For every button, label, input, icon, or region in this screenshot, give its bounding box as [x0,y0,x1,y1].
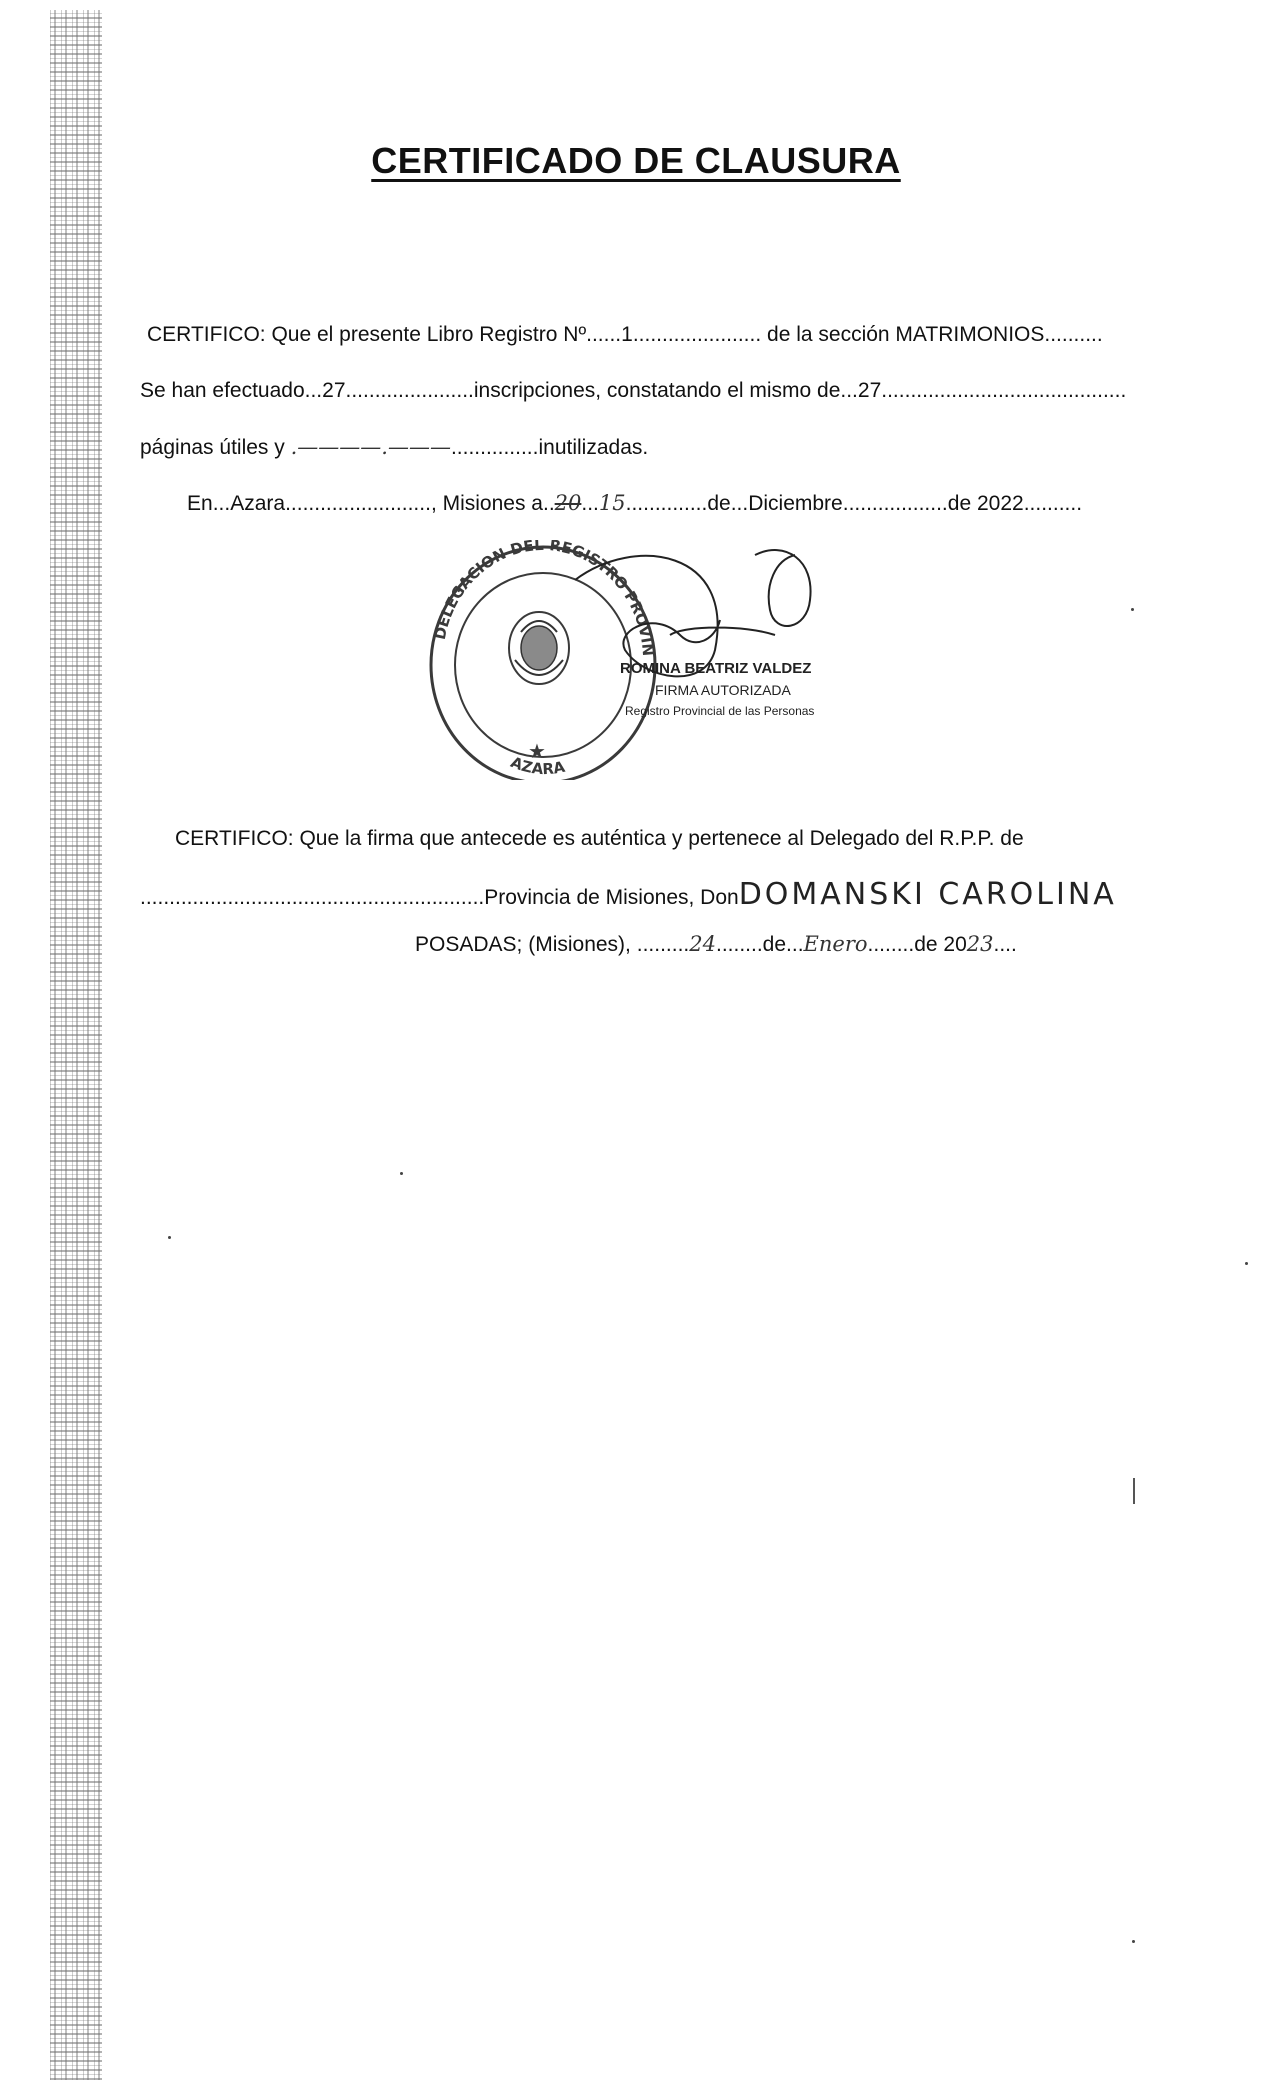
scan-mark [1133,1478,1135,1504]
scan-speck [1245,1262,1248,1265]
handwritten-day: 15 [598,491,626,515]
scan-speck [1132,1940,1135,1943]
signer-name: ROMINA BEATRIZ VALDEZ [620,660,812,677]
stamp-city: AZARA [508,753,567,779]
crossed-day: 20 [554,491,582,515]
signer-role: FIRMA AUTORIZADA [655,682,791,698]
scan-speck [168,1236,171,1239]
handwritten-year: 23 [966,932,994,956]
handwritten-delegate-name: DOMANSKI CAROLINA [738,877,1117,912]
authentication-line-3: POSADAS; (Misiones), .........24........de...Enero........de 2023.... [415,932,1017,956]
scan-edge-noise [50,10,102,2080]
libro-number: 1 [621,323,633,346]
inscriptions-count: 27 [322,379,346,402]
signer-organization: Registro Provincial de las Personas [625,704,815,718]
authentication-line-1: CERTIFICO: Que la firma que antecede es auténtica y pertenece al Delegado del R.P.P. de [175,827,1024,850]
scan-speck [400,1172,403,1175]
coat-of-arms-icon [509,612,569,684]
city-name: Azara [230,492,286,515]
stamp-arc-text: DELEGACION DEL REGISTRO PROVIN [430,540,658,657]
authentication-line-2: ...........................................................Provincia de Misiones, DonDOMANSKI CAROLINA [140,877,1117,912]
month-name: Diciembre [748,492,843,515]
certificate-line-2: Se han efectuado...27......................inscripciones, constatando el mismo de...27.......................................... [140,379,1127,402]
pages-count: 27 [857,379,882,402]
document-title: CERTIFICADO DE CLAUSURA [371,140,901,181]
handwritten-month: Enero [803,932,868,956]
certificate-line-3: páginas útiles y .————.———...............inutilizadas. [140,435,649,459]
handwritten-day-2: 24 [689,932,716,956]
certificate-line-4: En...Azara........................., Misiones a..20...15..............de...Diciembre..................de 2022.......... [187,491,1083,515]
scan-speck [1131,608,1134,611]
stamp-star-icon: ★ [528,741,546,763]
handwritten-dashes: .————.——— [290,435,451,459]
certificate-line-1: CERTIFICO: Que el presente Libro Registro Nº......1...................... de la sección MATRIMONIOS.......... [147,323,1103,346]
official-stamp-and-signature [415,540,875,780]
